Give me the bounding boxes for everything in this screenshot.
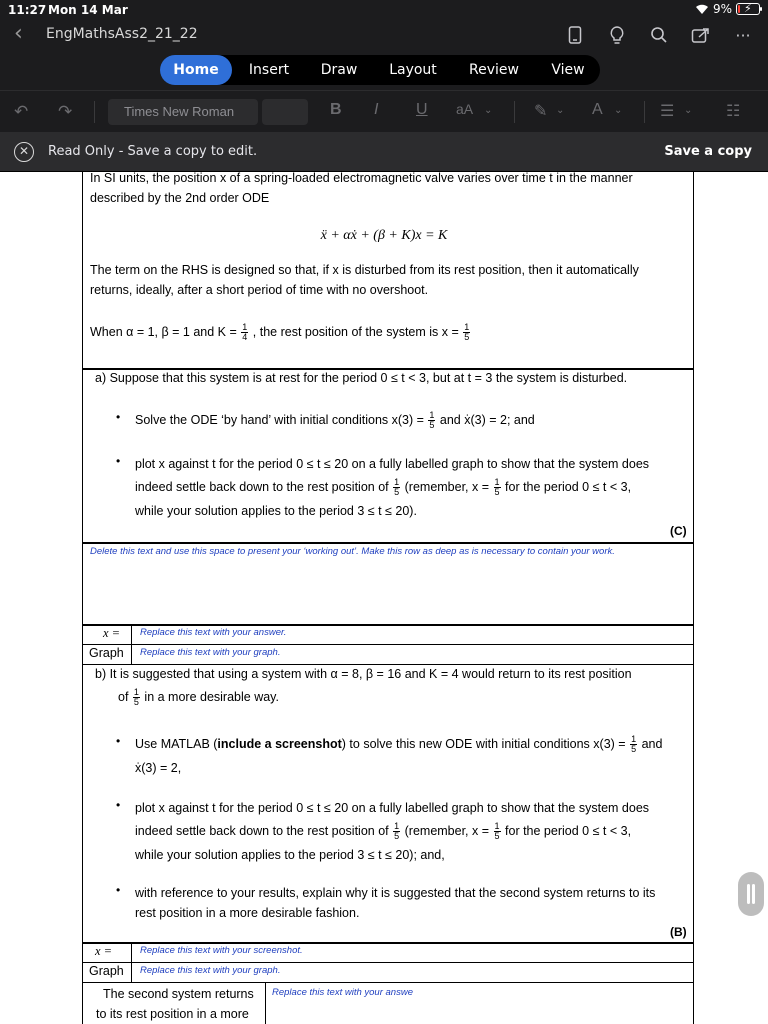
phone-layout-icon[interactable] xyxy=(564,24,586,46)
tab-review[interactable]: Review xyxy=(469,62,519,78)
tab-home[interactable]: Home xyxy=(160,55,232,85)
fraction-denominator: 5 xyxy=(394,831,400,842)
fraction-denominator: 5 xyxy=(429,420,435,431)
ode-equation: ẍ + αẋ + (β + K)x = K xyxy=(320,228,448,243)
undo-icon[interactable]: ↶ xyxy=(14,102,29,122)
part-b-bullet-2-text-c: for the period 0 ≤ t < 3, xyxy=(505,824,632,838)
part-a-bullet-2-line-1: plot x against t for the period 0 ≤ t ≤ 20 on a fully labelled graph to show that the system does xyxy=(135,457,650,471)
part-b-bullet-1-bold: include a screenshot xyxy=(217,737,342,751)
wifi-icon xyxy=(695,3,709,15)
bullet: • xyxy=(116,734,121,748)
bullet: • xyxy=(116,410,121,424)
battery-fill xyxy=(738,5,740,13)
font-size-menu[interactable]: aA xyxy=(456,101,474,117)
chevron-down-icon[interactable]: ⌄ xyxy=(614,105,623,116)
part-b-bullet-2-line-3: while your solution applies to the period 3 ≤ t ≤ 20); and, xyxy=(135,848,445,862)
save-copy-button[interactable]: Save a copy xyxy=(664,144,752,159)
part-b-answer-field[interactable]: Replace this text with your screenshot. xyxy=(140,945,303,956)
part-a-graph-field[interactable]: Replace this text with your graph. xyxy=(140,647,281,658)
more-options-icon[interactable]: ··· xyxy=(735,25,751,45)
tab-draw[interactable]: Draw xyxy=(320,62,358,78)
part-b-bullet-2-text-b: (remember, x = xyxy=(404,824,490,838)
bullet: • xyxy=(116,798,121,812)
fraction-denominator: 5 xyxy=(133,697,139,708)
rhs-line-2: returns, ideally, after a short period of time with no overshoot. xyxy=(90,283,429,297)
fraction-numerator: 1 xyxy=(494,821,500,832)
graph-label: Graph xyxy=(89,646,124,660)
fraction-one-fifth xyxy=(428,411,435,430)
intro-line-2 xyxy=(90,188,269,208)
parameters-text-1: When α = 1, β = 1 and K = xyxy=(90,325,237,339)
italic-button[interactable]: I xyxy=(374,101,379,118)
x-answer-label: x = xyxy=(103,626,121,640)
part-b-bullet-3-line-1: with reference to your results, explain why it is suggested that the second system returns to its xyxy=(135,886,656,900)
redo-icon[interactable]: ↷ xyxy=(58,102,73,122)
tab-insert[interactable]: Insert xyxy=(248,62,290,78)
part-b-graph-field[interactable]: Replace this text with your graph. xyxy=(140,965,281,976)
intro-line-1: In SI units, the position x of a spring-loaded electromagnetic valve varies over time t in the manner xyxy=(90,172,633,185)
part-a-bullet-2-text-b: (remember, x = xyxy=(404,480,490,494)
fraction-one-fifth xyxy=(494,478,501,497)
font-name-box[interactable]: Times New Roman xyxy=(108,99,258,125)
fraction-one-fifth xyxy=(393,822,400,841)
fraction-numerator: 1 xyxy=(494,477,500,488)
lightbulb-icon[interactable] xyxy=(606,24,628,46)
working-instructions[interactable]: Delete this text and use this space to present your ‘working out’. Make this row as deep as is necessary to contain your work. xyxy=(90,546,615,557)
parameters-text-2: , the rest position of the system is x = xyxy=(252,325,459,339)
fraction-one-fifth xyxy=(630,735,637,754)
ribbon-divider xyxy=(514,101,515,123)
fraction-denominator: 4 xyxy=(242,332,248,343)
fraction-one-fifth xyxy=(393,478,400,497)
intro-line-2-text: described by the 2nd order ODE xyxy=(90,191,270,205)
ribbon-tab-bar xyxy=(0,50,768,90)
status-date: Mon 14 Mar xyxy=(48,3,128,17)
fraction-one-fifth xyxy=(494,822,501,841)
title-bar-actions xyxy=(564,24,754,46)
part-b-mark: (B) xyxy=(670,925,687,939)
fraction-one-fifth xyxy=(133,688,140,707)
fraction-numerator: 1 xyxy=(394,821,400,832)
part-a-bullet-2-line-3: while your solution applies to the period 3 ≤ t ≤ 20). xyxy=(135,504,417,518)
fraction-numerator: 1 xyxy=(394,477,400,488)
status-time: 11:27 xyxy=(8,3,47,17)
highlight-icon[interactable]: ✎ xyxy=(534,103,548,120)
parameters-line xyxy=(90,322,471,342)
chevron-down-icon[interactable]: ⌄ xyxy=(484,105,493,116)
underline-button[interactable]: U xyxy=(416,101,428,118)
part-b-bullet-1-text-a: Use MATLAB ( xyxy=(135,737,218,751)
part-a-answer-field[interactable]: Replace this text with your answer. xyxy=(140,627,287,638)
status-bar xyxy=(0,0,768,20)
part-b-bullet-2-text-a: indeed settle back down to the rest position of xyxy=(135,824,389,838)
part-a-mark: (C) xyxy=(670,524,687,538)
part-b-bullet-2-line-1: plot x against t for the period 0 ≤ t ≤ 20 on a fully labelled graph to show that the system does xyxy=(135,801,650,815)
x-answer-label: x = xyxy=(95,944,113,958)
fraction-denominator: 5 xyxy=(394,487,400,498)
tab-view[interactable]: View xyxy=(551,62,585,78)
fraction-denominator: 5 xyxy=(464,332,470,343)
rhs-line-1: The term on the RHS is designed so that, if x is disturbed from its rest position, then it automatically xyxy=(90,263,639,277)
bold-button[interactable]: B xyxy=(330,101,342,118)
part-b-bullet-3-line-2: rest position in a more desirable fashion. xyxy=(135,906,360,920)
part-b-bullet-1-text-b: ) to solve this new ODE with initial conditions x(3) = xyxy=(341,737,626,751)
fraction-numerator: 1 xyxy=(242,322,248,333)
read-only-banner xyxy=(0,132,768,172)
second-system-answer-field[interactable]: Replace this text with your answe xyxy=(272,987,413,998)
status-right xyxy=(695,2,760,16)
part-a-bullet-2-text-c: for the period 0 ≤ t < 3, xyxy=(505,480,632,494)
numbered-list-icon[interactable]: ☷ xyxy=(726,103,741,120)
document-page[interactable] xyxy=(0,172,768,1024)
graph-label: Graph xyxy=(89,964,124,978)
close-circle-icon[interactable]: ✕ xyxy=(14,142,34,162)
fraction-numerator: 1 xyxy=(631,734,637,745)
second-system-label-2: to its rest position in a more xyxy=(96,1007,249,1021)
bullet: • xyxy=(116,454,121,468)
back-chevron-icon[interactable]: ‹ xyxy=(14,21,23,46)
document-title[interactable]: EngMathsAss2_21_22 xyxy=(46,26,198,42)
part-b-bullet-1 xyxy=(135,734,662,754)
label-column-divider xyxy=(131,624,132,665)
part-a-bullet-1-text-b: and ẋ(3) = 2; and xyxy=(439,413,535,427)
battery-percent: 9% xyxy=(712,2,732,16)
part-b-heading-text-b: in a more desirable way. xyxy=(144,690,279,704)
ribbon-divider xyxy=(644,101,645,123)
label-column-divider xyxy=(131,942,132,983)
home-ribbon xyxy=(0,90,768,132)
ribbon-divider xyxy=(94,101,95,123)
tab-layout[interactable]: Layout xyxy=(389,62,437,78)
part-b-bullet-1-text-c: and xyxy=(641,737,663,751)
part-b-bullet-1-line-2: ẋ(3) = 2, xyxy=(135,761,182,775)
fraction-one-fifth xyxy=(463,323,470,342)
battery-icon xyxy=(736,3,760,15)
share-icon[interactable] xyxy=(690,24,712,46)
part-b-bullet-2-line-2 xyxy=(135,821,631,841)
fraction-denominator: 5 xyxy=(494,831,500,842)
fraction-denominator: 5 xyxy=(631,744,637,755)
fraction-numerator: 1 xyxy=(464,322,470,333)
part-a-bullet-1 xyxy=(135,410,535,430)
chevron-down-icon[interactable]: ⌄ xyxy=(556,105,565,116)
fraction-denominator: 5 xyxy=(494,487,500,498)
fraction-numerator: 1 xyxy=(429,410,435,421)
part-a-bullet-2-line-2 xyxy=(135,477,631,497)
search-icon[interactable] xyxy=(648,24,670,46)
font-color-icon[interactable]: A xyxy=(592,101,603,118)
part-b-heading: b) It is suggested that using a system with α = 8, β = 16 and K = 4 would return to its rest position xyxy=(95,667,632,681)
part-a-bullet-1-text: Solve the ODE ‘by hand’ with initial conditions x(3) = xyxy=(135,413,424,427)
bullet-list-icon[interactable]: ☰ xyxy=(660,103,675,120)
part-b-heading-line-2 xyxy=(118,687,279,707)
part-a-heading: a) Suppose that this system is at rest for the period 0 ≤ t < 3, but at t = 3 the system is disturbed. xyxy=(95,371,628,385)
part-b-heading-text-a: of xyxy=(118,690,129,704)
part-a-bullet-2-text-a: indeed settle back down to the rest position of xyxy=(135,480,389,494)
title-bar xyxy=(0,20,768,50)
scroll-handle[interactable] xyxy=(738,872,764,916)
bullet: • xyxy=(116,883,121,897)
font-size-box[interactable] xyxy=(262,99,308,125)
read-only-message: Read Only - Save a copy to edit. xyxy=(48,144,258,159)
chevron-down-icon[interactable]: ⌄ xyxy=(684,105,693,116)
fraction-one-quarter xyxy=(241,323,248,342)
label-column-divider xyxy=(265,982,266,1024)
second-system-label-1: The second system returns xyxy=(103,987,254,1001)
fraction-numerator: 1 xyxy=(133,687,139,698)
charging-icon: ⚡ xyxy=(744,2,752,15)
